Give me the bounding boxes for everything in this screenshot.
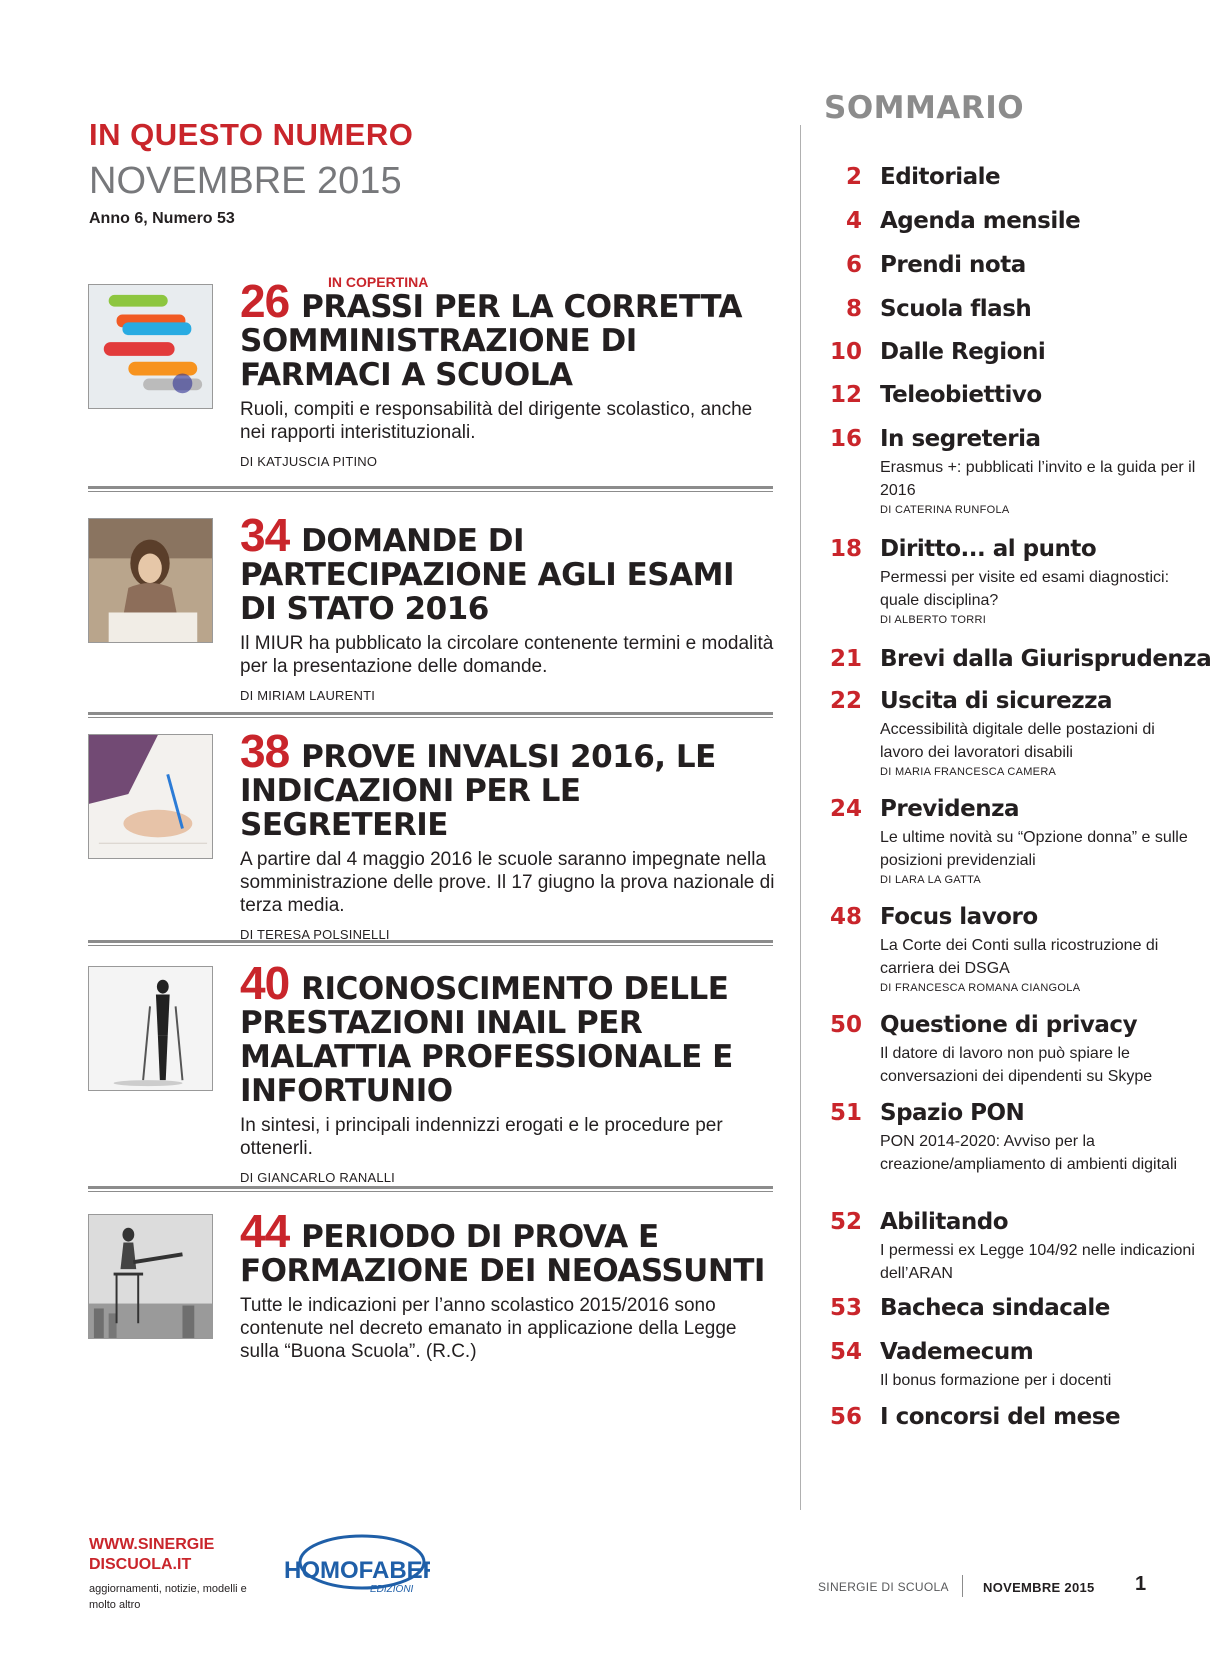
toc-page-number: 12 [829,382,862,408]
footer-separator [962,1575,963,1597]
toc-page-number: 51 [829,1100,862,1126]
toc-description: La Corte dei Conti sulla ricostruzione di carriera dei DSGA [880,937,1159,977]
article-page-number: 44 [240,1205,290,1257]
toc-page-number: 54 [829,1339,862,1365]
article-thumbnail-chair [88,1214,213,1339]
cover-label: IN COPERTINA [328,274,429,290]
toc-title: Vademecum [880,1339,1034,1365]
toc-title: Scuola flash [880,296,1032,322]
article-thumbnail-pills [88,284,213,409]
issue-label: IN QUESTO NUMERO [89,117,414,152]
toc-page-number: 16 [829,426,862,452]
article-thumbnail-crutches [88,966,213,1091]
toc-page-number: 6 [845,252,862,278]
article-page-number: 34 [240,509,290,561]
toc-page-number: 22 [829,688,862,714]
section-divider [88,940,773,946]
issue-volume: Anno 6, Numero 53 [89,210,235,227]
toc-description: Il bonus formazione per i docenti [880,1372,1112,1389]
website-tagline: aggiornamenti, notizie, modelli e molto altro [89,1583,247,1611]
toc-page-number: 48 [829,904,862,930]
toc-title: Uscita di sicurezza [880,688,1113,714]
toc-title: Diritto... al punto [880,536,1097,562]
article-title: 26 PRASSI PER LA CORRETTA SOMMINISTRAZIONE DI FARMACI A SCUOLA [240,275,743,393]
article-title: 40 RICONOSCIMENTO DELLE PRESTAZIONI INAIL PER MALATTIA PROFESSIONALE E INFORTUNIO [240,957,733,1109]
article-page-number: 40 [240,957,290,1009]
article-title: 34 DOMANDE DI PARTECIPAZIONE AGLI ESAMI DI STATO 2016 [240,509,734,627]
article-page-number: 26 [240,275,290,327]
toc-page-number: 18 [829,536,862,562]
toc-page-number: 21 [829,646,862,672]
article-author: DI MIRIAM LAURENTI [240,688,376,703]
article-subtitle: A partire dal 4 maggio 2016 le scuole saranno impegnate nella somministrazione delle prove. Il 17 giugno la prova nazionale di terza media. [240,849,775,916]
section-divider [88,1186,773,1192]
article-thumbnail-exam [88,518,213,643]
toc-page-number: 53 [829,1295,862,1321]
article-page-number: 38 [240,725,290,777]
toc-title: Spazio PON [880,1100,1025,1126]
toc-author: DI FRANCESCA ROMANA CIANGOLA [880,982,1081,994]
toc-title: Abilitando [880,1209,1009,1235]
article-subtitle: Ruoli, compiti e responsabilità del dirigente scolastico, anche nei rapporti interistituzionali. [240,399,753,443]
issue-date: NOVEMBRE 2015 [89,160,402,202]
toc-title: In segreteria [880,426,1041,452]
toc-title: Teleobiettivo [880,382,1042,408]
toc-page-number: 50 [829,1012,862,1038]
article-subtitle: In sintesi, i principali indennizzi erogati e le procedure per ottenerli. [240,1115,723,1159]
toc-page-number: 8 [845,296,862,322]
toc-page-number: 24 [829,796,862,822]
toc-page-number: 52 [829,1209,862,1235]
section-divider [88,712,773,718]
toc-title: Editoriale [880,164,1001,190]
sommario-title: SOMMARIO [824,90,1025,126]
homofaber-logo [280,1532,430,1604]
toc-author: DI LARA LA GATTA [880,874,981,886]
article-author: DI TERESA POLSINELLI [240,927,390,942]
section-divider [88,486,773,492]
toc-title: Previdenza [880,796,1020,822]
article-author: DI KATJUSCIA PITINO [240,454,378,469]
toc-description: Le ultime novità su “Opzione donna” e sulle posizioni previdenziali [880,829,1188,869]
svg-text:EDIZIONI: EDIZIONI [370,1584,414,1595]
website-link[interactable]: WWW.SINERGIE DISCUOLA.IT [89,1536,215,1573]
footer-month: NOVEMBRE 2015 [983,1580,1095,1595]
toc-description: Erasmus +: pubblicati l’invito e la guida per il 2016 [880,459,1196,499]
toc-description: I permessi ex Legge 104/92 nelle indicazioni dell’ARAN [880,1242,1195,1282]
column-divider [800,125,801,1510]
toc-description: Il datore di lavoro non può spiare le conversazioni dei dipendenti su Skype [880,1045,1153,1085]
toc-title: Focus lavoro [880,904,1038,930]
toc-title: Questione di privacy [880,1012,1138,1038]
toc-title: Agenda mensile [880,208,1081,234]
toc-page-number: 2 [845,164,862,190]
toc-author: DI ALBERTO TORRI [880,614,987,626]
article-title: 38 PROVE INVALSI 2016, LE INDICAZIONI PER LE SEGRETERIE [240,725,716,843]
toc-description: Accessibilità digitale delle postazioni di lavoro dei lavoratori disabili [880,721,1155,761]
svg-text:HOMOFABER: HOMOFABER [284,1557,430,1584]
toc-title: Bacheca sindacale [880,1295,1110,1321]
article-subtitle: Tutte le indicazioni per l’anno scolastico 2015/2016 sono contenute nel decreto emanato in applicazione della Legge sulla “Buona Scuola”. (R.C.) [240,1295,737,1362]
article-author: DI GIANCARLO RANALLI [240,1170,395,1185]
toc-page-number: 10 [829,339,862,365]
article-subtitle: Il MIUR ha pubblicato la circolare contenente termini e modalità per la presentazione delle domande. [240,633,774,677]
toc-title: I concorsi del mese [880,1404,1121,1430]
toc-description: PON 2014-2020: Avviso per la creazione/ampliamento di ambienti digitali [880,1133,1178,1173]
magazine-name: SINERGIE DI SCUOLA [818,1580,949,1594]
toc-title: Dalle Regioni [880,339,1046,365]
toc-page-number: 56 [829,1404,862,1430]
toc-author: DI CATERINA RUNFOLA [880,504,1010,516]
toc-author: DI MARIA FRANCESCA CAMERA [880,766,1057,778]
toc-description: Permessi per visite ed esami diagnostici: quale disciplina? [880,569,1170,609]
article-thumbnail-writing [88,734,213,859]
article-title: 44 PERIODO DI PROVA E FORMAZIONE DEI NEOASSUNTI [240,1205,765,1289]
toc-title: Brevi dalla Giurisprudenza [880,646,1212,672]
toc-title: Prendi nota [880,252,1026,278]
page-number: 1 [1135,1573,1147,1595]
toc-page-number: 4 [845,208,862,234]
